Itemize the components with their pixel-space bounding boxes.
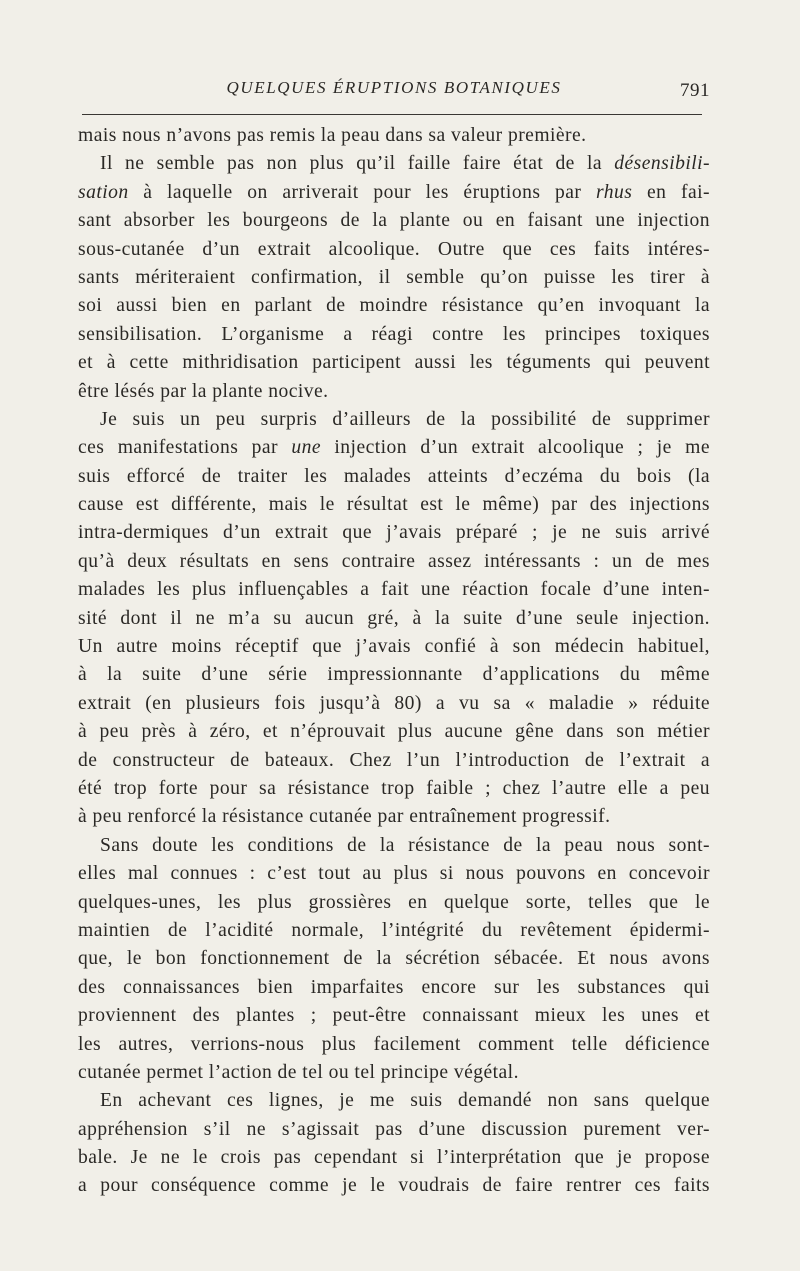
text-segment: ces manifestations par xyxy=(78,437,292,459)
text-line xyxy=(78,1002,710,1030)
text-line xyxy=(78,1172,710,1200)
text-segment: malades les plus influençables a fait une réaction focale d’une inten- xyxy=(78,579,710,601)
text-segment: que, le bon fonctionnement de la sécrétion sébacée. Et nous avons xyxy=(78,948,710,970)
text-line xyxy=(78,491,710,519)
text-segment: Je suis un peu surpris d’ailleurs de la possibilité de supprimer xyxy=(100,408,710,430)
text-segment: intra-dermiques d’un extrait que j’avais préparé ; je ne suis arrivé xyxy=(78,522,710,544)
text-line xyxy=(78,633,710,661)
text-segment: été trop forte pour sa résistance trop faible ; chez l’autre elle a peu xyxy=(78,777,710,799)
text-line xyxy=(78,321,710,349)
text-line xyxy=(78,1031,710,1059)
text-segment: à la suite d’une série impressionnante d’applications du même xyxy=(78,664,710,686)
text-segment: injection d’un extrait alcoolique ; je me xyxy=(321,437,710,459)
text-segment: Sans doute les conditions de la résistance de la peau nous sont- xyxy=(100,834,710,856)
running-head xyxy=(78,78,710,108)
text-segment: sous-cutanée d’un extrait alcoolique. Outre que ces faits intéres- xyxy=(78,238,710,260)
text-segment: et à cette mithridisation participent aussi les téguments qui peuvent xyxy=(78,352,710,374)
text-line xyxy=(78,236,710,264)
text-line xyxy=(78,974,710,1002)
text-line xyxy=(78,1087,710,1115)
text-line xyxy=(78,378,710,406)
text-segment: cause est différente, mais le résultat est le même) par des injections xyxy=(78,494,710,516)
italic-text: une xyxy=(291,437,322,459)
text-line xyxy=(78,122,710,150)
text-segment: des connaissances bien imparfaites encore sur les substances qui xyxy=(78,976,710,998)
text-segment: à laquelle on arriverait pour les éruptions par xyxy=(128,181,597,203)
text-line xyxy=(78,1144,710,1172)
text-line xyxy=(78,860,710,888)
text-segment: à peu renforcé la résistance cutanée par entraînement progressif. xyxy=(78,806,611,828)
text-segment: mais nous n’avons pas remis la peau dans sa valeur première. xyxy=(78,125,587,146)
text-segment: qu’à deux résultats en sens contraire assez intéressants : un de mes xyxy=(78,550,710,572)
text-line xyxy=(78,803,710,831)
page-number: 791 xyxy=(680,80,710,101)
text-line xyxy=(78,292,710,320)
text-segment: En achevant ces lignes, je me suis demandé non sans quelque xyxy=(100,1090,710,1112)
body-text xyxy=(78,122,710,1201)
text-segment: appréhension s’il ne s’agissait pas d’une discussion purement ver- xyxy=(78,1118,710,1140)
text-line xyxy=(78,519,710,547)
text-segment: être lésés par la plante nocive. xyxy=(78,380,329,402)
text-segment: Il ne semble pas non plus qu’il faille faire état de la xyxy=(100,153,615,175)
text-line xyxy=(78,661,710,689)
text-segment: sensibilisation. L’organisme a réagi contre les principes toxiques xyxy=(78,323,710,345)
text-segment: quelques-unes, les plus grossières en quelque sorte, telles que le xyxy=(78,891,710,913)
text-line xyxy=(78,548,710,576)
text-line xyxy=(78,775,710,803)
header-rule xyxy=(82,114,702,115)
text-segment: bale. Je ne le crois pas cependant si l’interprétation que je propose xyxy=(78,1147,710,1169)
text-line xyxy=(78,434,710,462)
text-segment: de constructeur de bateaux. Chez l’un l’introduction de l’extrait a xyxy=(78,749,710,771)
text-line xyxy=(78,150,710,178)
text-line xyxy=(78,832,710,860)
text-segment: suis efforcé de traiter les malades atteints d’eczéma du bois (la xyxy=(78,465,710,487)
text-segment: elles mal connues : c’est tout au plus si nous pouvons en concevoir xyxy=(78,863,710,885)
text-line xyxy=(78,207,710,235)
text-segment: a pour conséquence comme je le voudrais de faire rentrer ces faits xyxy=(78,1175,710,1197)
text-line xyxy=(78,406,710,434)
text-line xyxy=(78,718,710,746)
text-segment: sants mériteraient confirmation, il semble qu’on puisse les tirer à xyxy=(78,266,710,288)
text-line xyxy=(78,1059,710,1087)
running-title: QUELQUES ÉRUPTIONS BOTANIQUES xyxy=(226,78,562,97)
text-line xyxy=(78,945,710,973)
text-line xyxy=(78,179,710,207)
text-line xyxy=(78,1116,710,1144)
text-line xyxy=(78,690,710,718)
text-line xyxy=(78,463,710,491)
text-segment: en fai- xyxy=(632,181,710,203)
text-segment: cutanée permet l’action de tel ou tel principe végétal. xyxy=(78,1061,519,1083)
italic-text: rhus xyxy=(596,181,633,203)
text-line xyxy=(78,889,710,917)
text-segment: proviennent des plantes ; peut-être connaissant mieux les unes et xyxy=(78,1005,710,1027)
italic-text: désensibili- xyxy=(614,153,710,175)
text-segment: à peu près à zéro, et n’éprouvait plus aucune gêne dans son métier xyxy=(78,721,710,743)
text-line xyxy=(78,605,710,633)
text-segment: maintien de l’acidité normale, l’intégrité du revêtement épidermi- xyxy=(78,919,710,941)
text-line xyxy=(78,917,710,945)
text-segment: extrait (en plusieurs fois jusqu’à 80) a vu sa « maladie » réduite xyxy=(78,692,710,714)
italic-text: sation xyxy=(78,181,129,203)
text-line xyxy=(78,747,710,775)
text-segment: les autres, verrions-nous plus facilement comment telle déficience xyxy=(78,1033,710,1055)
text-line xyxy=(78,264,710,292)
text-line xyxy=(78,349,710,377)
text-segment: sité dont il ne m’a su aucun gré, à la suite d’une seule injection. xyxy=(78,607,710,629)
text-line xyxy=(78,576,710,604)
text-segment: Un autre moins réceptif que j’avais confié à son médecin habituel, xyxy=(78,636,710,658)
text-segment: soi aussi bien en parlant de moindre résistance qu’en invoquant la xyxy=(78,295,710,317)
text-segment: sant absorber les bourgeons de la plante ou en faisant une injection xyxy=(78,210,710,232)
